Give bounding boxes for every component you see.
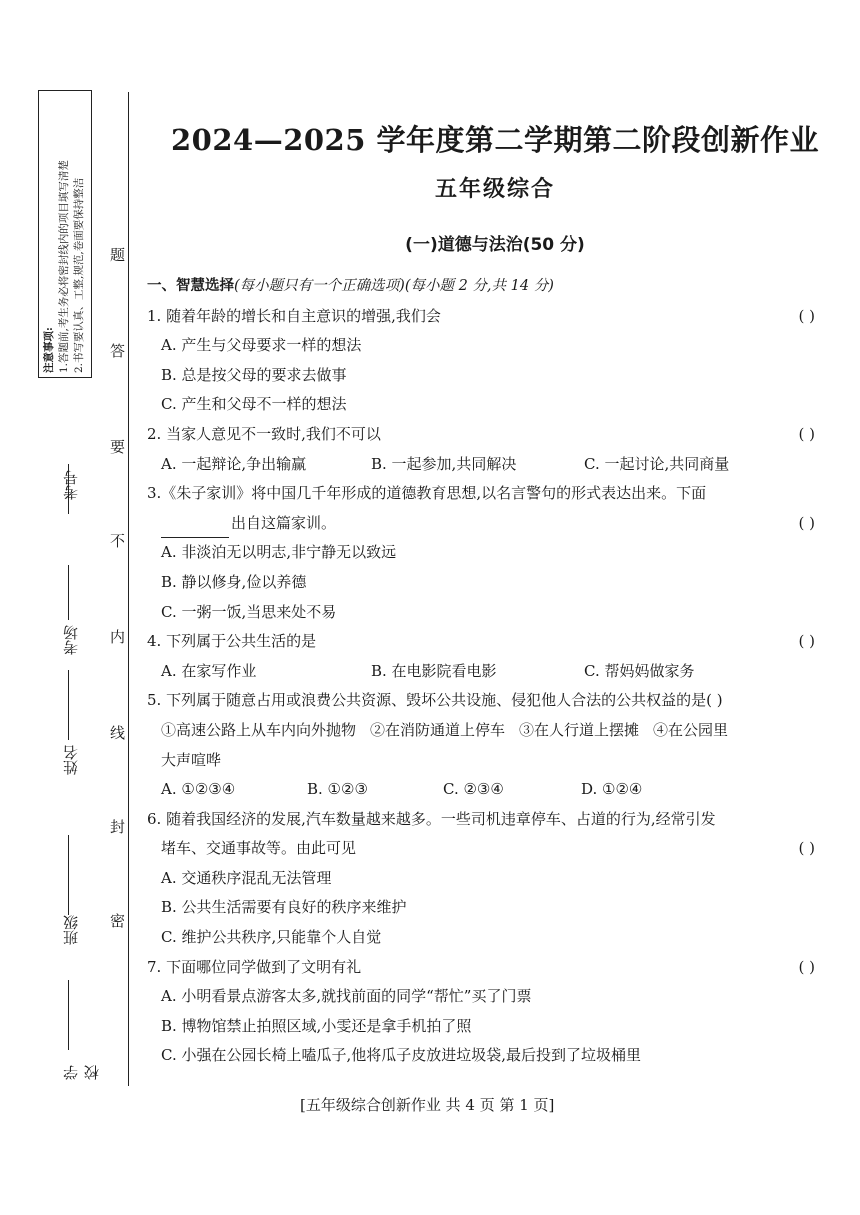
answer-blank[interactable]: ( )	[798, 306, 815, 325]
question-stem: 1. 随着年龄的增长和自主意识的增强,我们会	[147, 306, 441, 325]
binding-char-6: 线	[110, 724, 126, 742]
option: B. 在电影院看电影	[371, 661, 497, 680]
option: B. 公共生活需要有良好的秩序来维护	[161, 898, 407, 917]
option: B. ①②③	[307, 780, 368, 799]
question-3-cont	[147, 509, 815, 539]
binding-char-8: 密	[110, 912, 126, 930]
page-subtitle: 五年级综合	[434, 177, 555, 202]
statement-cont: 大声喧哗	[161, 750, 222, 769]
exam-no-label: 考号	[62, 470, 80, 500]
option: A. 在家写作业	[161, 661, 257, 680]
option: B. 一起参加,共同解决	[371, 454, 517, 473]
notice-box	[38, 90, 92, 378]
binding-line	[128, 92, 129, 1086]
question-stem: 7. 下面哪位同学做到了文明有礼	[147, 957, 362, 976]
question-5-items	[147, 716, 815, 746]
part-heading-note: (每小题只有一个正确选项)	[234, 278, 405, 294]
exam-room-label: 考场	[62, 625, 80, 655]
answer-blank[interactable]: ( )	[798, 632, 815, 651]
part-heading-label: 一、智慧选择	[147, 278, 234, 294]
question-content	[147, 272, 815, 1071]
answer-blank[interactable]: ( )	[798, 424, 815, 443]
question-stem: 2. 当家人意见不一致时,我们不可以	[147, 424, 381, 443]
question-stem: 3.《朱子家训》将中国几千年形成的道德教育思想,以名言警句的形式表达出来。下面	[147, 484, 707, 503]
binding-char-1: 题	[110, 246, 126, 264]
statement: ①高速公路上从车内向外抛物	[161, 720, 357, 739]
class-label: 班级	[62, 915, 80, 945]
question-stem[interactable]: 5. 下列属于随意占用或浪费公共资源、毁坏公共设施、侵犯他人合法的公共权益的是( )	[147, 691, 723, 710]
answer-blank[interactable]: ( )	[798, 513, 815, 532]
fill-blank[interactable]	[161, 519, 229, 538]
statement: ③在人行道上摆摊	[519, 720, 640, 739]
option: A. 交通秩序混乱无法管理	[161, 868, 332, 887]
part-heading	[147, 272, 815, 302]
part-heading-score: (每小题 2 分,共 14 分)	[404, 278, 554, 294]
binding-char-2: 答	[110, 342, 126, 360]
notice-line-1: 1.答题前,考生务必将密封线内的项目填写清楚	[58, 160, 70, 373]
school-label: 学校	[62, 1065, 101, 1080]
option: A. 非淡泊无以明志,非宁静无以致远	[161, 543, 397, 562]
question-7	[147, 953, 815, 983]
option: D. ①②④	[581, 780, 643, 799]
question-3	[147, 479, 815, 509]
question-4	[147, 627, 815, 657]
option-row	[147, 657, 815, 687]
question-6	[147, 805, 815, 835]
option: B. 博物馆禁止拍照区域,小雯还是拿手机拍了照	[161, 1016, 472, 1035]
option: B. 总是按父母的要求去做事	[161, 365, 347, 384]
question-5	[147, 686, 815, 716]
question-6-cont	[147, 834, 815, 864]
notice-title: 注意事项:	[43, 327, 55, 373]
option: C. 维护公共秩序,只能靠个人自觉	[161, 928, 382, 947]
page-footer: [五年级综合创新作业 共 4 页 第 1 页]	[300, 1096, 555, 1114]
question-stem-cont: 出自这篇家训。	[231, 513, 337, 532]
statement: ④在公园里	[653, 720, 729, 739]
option: C. 帮妈妈做家务	[584, 661, 695, 680]
section-title: (一)道德与法治(50 分)	[405, 235, 585, 255]
question-2	[147, 420, 815, 450]
answer-blank[interactable]: ( )	[798, 839, 815, 858]
binding-char-3: 要	[110, 438, 126, 456]
option: C. 产生和父母不一样的想法	[161, 395, 347, 414]
question-stem: 6. 随着我国经济的发展,汽车数量越来越多。一些司机违章停车、占道的行为,经常引发	[147, 809, 716, 828]
name-label: 姓名	[62, 745, 80, 775]
option: B. 静以修身,俭以养德	[161, 572, 307, 591]
option: A. 一起辩论,争出输赢	[161, 454, 307, 473]
binding-char-4: 不	[110, 532, 126, 550]
option-row	[147, 775, 815, 805]
question-1	[147, 302, 815, 332]
option: C. ②③④	[443, 780, 504, 799]
binding-char-7: 封	[110, 818, 126, 836]
option: A. 小明看景点游客太多,就找前面的同学“帮忙”买了门票	[161, 987, 532, 1006]
option: C. 一起讨论,共同商量	[584, 454, 730, 473]
page-title: 2024—2025 学年度第二学期第二阶段创新作业	[170, 123, 820, 157]
notice-line-2: 2.书写要认真、工整,规范,卷面要保持整洁	[73, 177, 85, 373]
option: A. 产生与父母要求一样的想法	[161, 336, 362, 355]
school-blank[interactable]	[68, 980, 71, 1050]
question-stem-cont: 堵车、交通事故等。由此可见	[161, 839, 357, 858]
statement: ②在消防通道上停车	[370, 720, 506, 739]
answer-blank[interactable]: ( )	[798, 957, 815, 976]
option-row	[147, 450, 815, 480]
student-info-fields	[60, 380, 100, 1080]
binding-char-5: 内	[110, 628, 126, 646]
name-blank[interactable]	[68, 670, 71, 740]
notice-text	[39, 91, 91, 377]
question-stem: 4. 下列属于公共生活的是	[147, 632, 317, 651]
class-blank[interactable]	[68, 835, 71, 915]
option: A. ①②③④	[161, 780, 236, 799]
option: C. 小强在公园长椅上嗑瓜子,他将瓜子皮放进垃圾袋,最后投到了垃圾桶里	[161, 1046, 642, 1065]
option: C. 一粥一饭,当思来处不易	[161, 602, 337, 621]
exam-room-blank[interactable]	[68, 565, 71, 620]
